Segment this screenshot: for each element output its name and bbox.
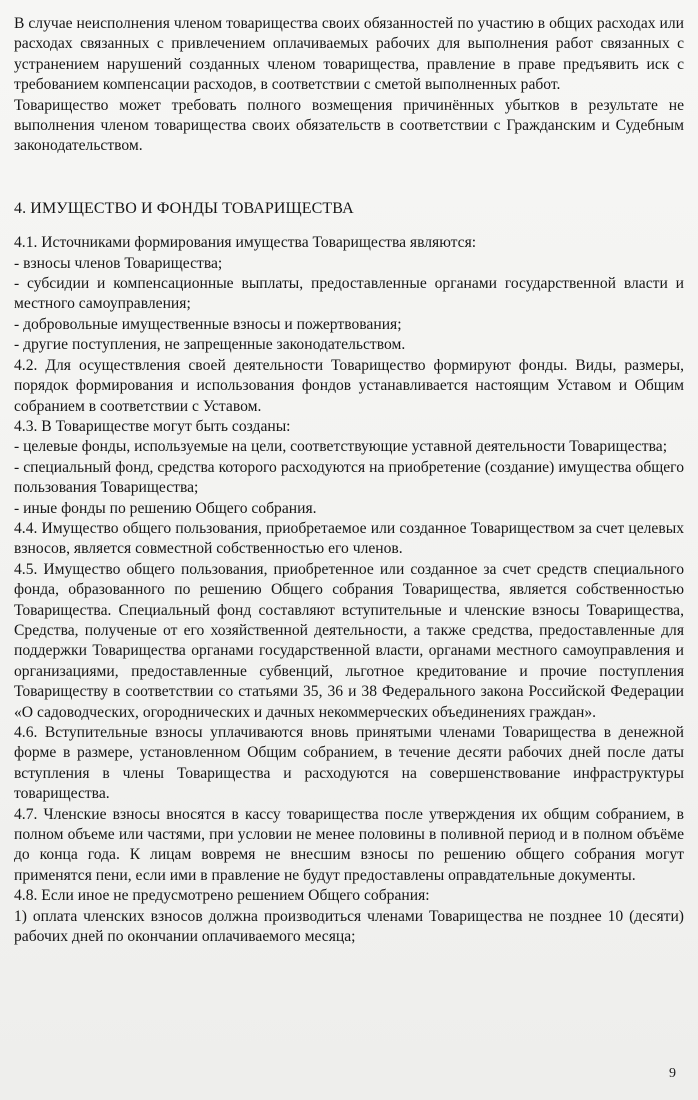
paragraph-obligations: В случае неисполнения членом товарищества своих обязанностей по участию в общих расходах или расходах связанных с привлечением оплачиваемых рабочих для выполнения работ связанных с устранением нарушений созданных членом товарищества, правление в праве предъявить иск с требованием компенсации расходов, в соответствии с сметой выполненных работ. (14, 15, 684, 94)
clause-4-7: 4.7. Членские взносы вносятся в кассу товарищества после утверждения их общим собранием, в полном объеме или частями, при условии не менее половины в поливной период и в полном объёме до конца года. К лицам вовремя не внесшим взносы по решению общего собрания могут применятся пени, если ими в правление не будут предоставлены оправдательные документы. (14, 805, 684, 884)
list-item: - добровольные имущественные взносы и пожертвования; (14, 315, 402, 333)
spacer (14, 157, 684, 199)
list-item: - другие поступления, не запрещенные законодательством. (14, 336, 406, 354)
clause-4-1: 4.1. Источниками формирования имущества Товарищества являются: (14, 234, 477, 252)
list-item: - иные фонды по решению Общего собрания. (14, 499, 317, 517)
clause-4-6: 4.6. Вступительные взносы уплачиваются вновь принятыми членами Товарищества в денежной форме в размере, установленном Общим собранием, в течение десяти рабочих дней после даты вступления в члены Товарищества и расходуются на совершенствование инфраструктуры товарищества. (14, 724, 684, 803)
spacer (14, 219, 684, 233)
list-item: - целевые фонды, используемые на цели, соответствующие уставной деятельности Товарищества; (14, 438, 668, 456)
clause-4-3: 4.3. В Товариществе могут быть созданы: (14, 417, 291, 435)
paragraph-damages: Товарищество может требовать полного возмещения причинённых убытков в результате не выполнения членом товарищества своих обязательств в соответствии с Гражданским и Судебным законодательством. (14, 96, 684, 155)
list-item: - субсидии и компенсационные выплаты, предоставленные органами государственной власти и местного самоуправления; (14, 275, 684, 313)
list-item: - специальный фонд, средства которого расходуются на приобретение (создание) имущества общего пользования Товарищества; (14, 458, 684, 497)
clause-4-5: 4.5. Имущество общего пользования, приобретенное или созданное за счет средств специального фонда, образованного по решению Общего собрания Товарищества, является собственностью Товарищества. Специальный фонд составляют вступительные и членские взносы Товарищества, Средства, полученые от его хозяйственной деятельности, а также средства, предоставленные для поддержки Товарищества органами государственной власти, органами местного самоуправления и организациями, предоставленные субвенций, льготное кредитование и прочие поступления Товариществу в соответствии со статьями 35, 36 и 38 Федерального закона Российской Федерации «О садоводческих, огороднических и дачных некоммерческих объединениях граждан». (14, 560, 684, 721)
clause-4-8: 4.8. Если иное не предусмотрено решением Общего собрания: (14, 887, 430, 905)
clause-4-2: 4.2. Для осуществления своей деятельности Товарищество формируют фонды. Виды, размеры, порядок формирования и использования фондов устанавливается настоящим Уставом и Общим собранием в соответствии с Уставом. (14, 356, 684, 415)
list-item: - взносы членов Товарищества; (14, 254, 223, 272)
document-body (14, 14, 684, 947)
list-item: 1) оплата членских взносов должна производиться членами Товарищества не позднее 10 (десяти) рабочих дней по окончании оплачиваемого месяца; (14, 907, 684, 946)
page-number: 9 (669, 1066, 676, 1081)
section-heading: 4. ИМУЩЕСТВО И ФОНДЫ ТОВАРИЩЕСТВА (14, 199, 354, 217)
clause-4-4: 4.4. Имущество общего пользования, приобретаемое или созданное Товариществом за счет целевых взносов, является совместной собственностью его членов. (14, 519, 684, 558)
